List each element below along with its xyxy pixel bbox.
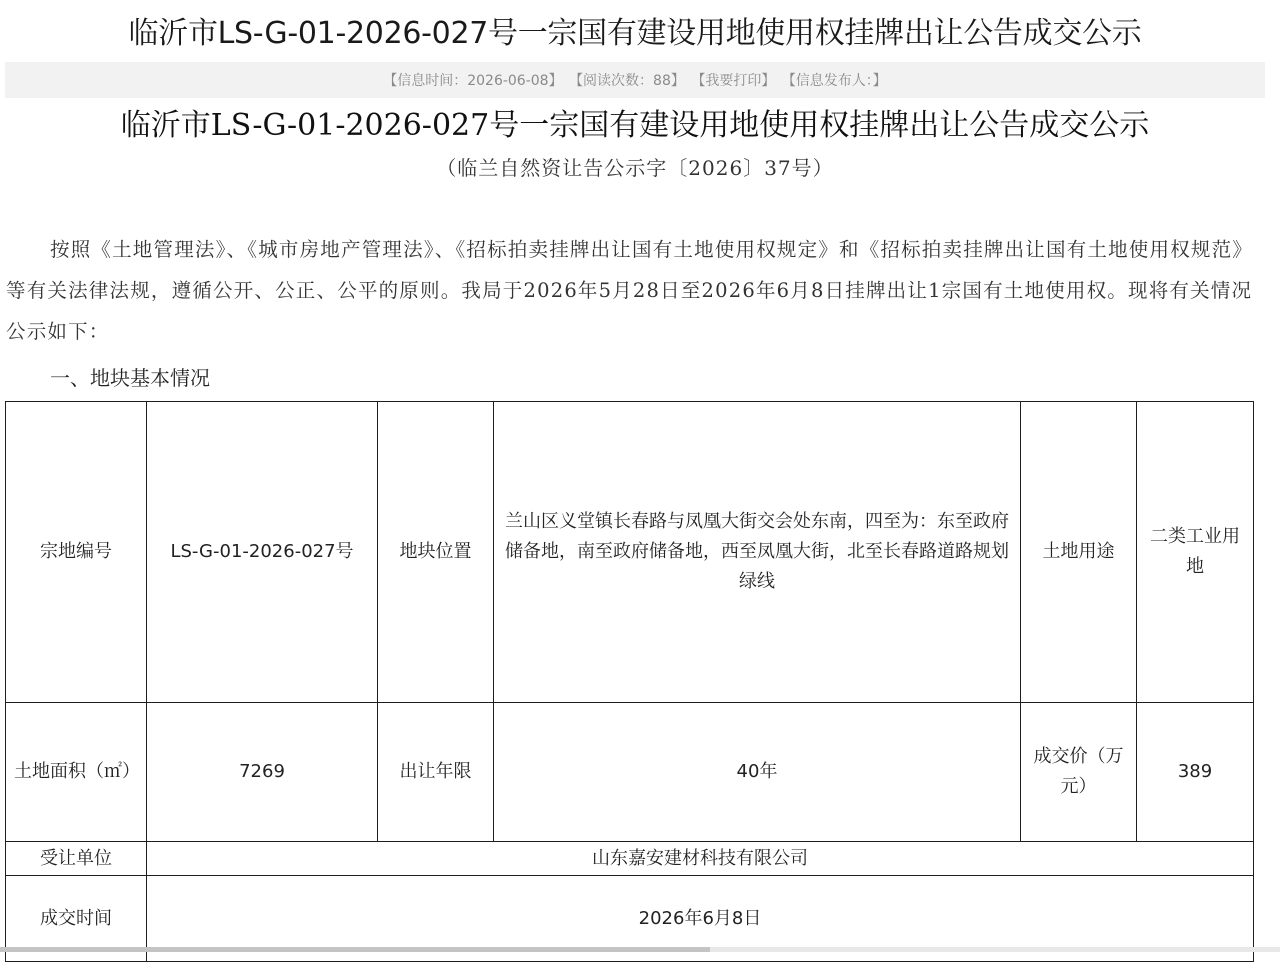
location: 兰山区义堂镇长春路与凤凰大街交会处东南，四至为：东至政府储备地，南至政府储备地，西至凤凰大街，北至长春路道路规划绿线 — [494, 402, 1021, 703]
info-time: 【信息时间：2026-06-08】 — [383, 73, 563, 89]
publisher: 【信息发布人：】 — [781, 73, 887, 89]
area: 7269 — [147, 703, 378, 842]
section-heading: 一、地块基本情况 — [50, 366, 210, 390]
view-count: 【阅读次数：88】 — [569, 73, 685, 89]
parcel-no: LS-G-01-2026-027号 — [147, 402, 378, 703]
document-number: （临兰自然资让告公示字〔2026〕37号） — [436, 156, 834, 180]
table-row — [6, 402, 1254, 703]
term-label: 出让年限 — [378, 703, 494, 842]
parcel-info-table — [5, 401, 1254, 962]
land-use-label: 土地用途 — [1021, 402, 1137, 703]
document-title: 临沂市LS-G-01-2026-027号一宗国有建设用地使用权挂牌出让公告成交公示 — [120, 108, 1150, 143]
intro-paragraph: 按照《土地管理法》、《城市房地产管理法》、《招标拍卖挂牌出让国有土地使用权规定》和《招标拍卖挂牌出让国有土地使用权规范》等有关法律法规，遵循公开、公正、公平的原则。我局于2026年5月28日至2026年6月8日挂牌出让1宗国有土地使用权。现将有关情况公示如下： — [6, 238, 1254, 343]
page-title: 临沂市LS-G-01-2026-027号一宗国有建设用地使用权挂牌出让公告成交公示 — [128, 16, 1142, 51]
print-link[interactable]: 【我要打印】 — [691, 73, 776, 89]
land-use: 二类工业用地 — [1137, 402, 1254, 703]
buyer-label: 受让单位 — [6, 842, 147, 876]
term: 40年 — [494, 703, 1021, 842]
deal-time: 2026年6月8日 — [147, 876, 1254, 962]
location-label: 地块位置 — [378, 402, 494, 703]
deal-time-label: 成交时间 — [6, 876, 147, 962]
table-row — [6, 842, 1254, 876]
scrollbar-thumb[interactable] — [0, 947, 710, 952]
buyer: 山东嘉安建材科技有限公司 — [147, 842, 1254, 876]
table-row — [6, 703, 1254, 842]
parcel-no-label: 宗地编号 — [6, 402, 147, 703]
area-label: 土地面积（㎡） — [6, 703, 147, 842]
price-label: 成交价（万元） — [1021, 703, 1137, 842]
info-meta-bar — [5, 62, 1265, 98]
price: 389 — [1137, 703, 1254, 842]
